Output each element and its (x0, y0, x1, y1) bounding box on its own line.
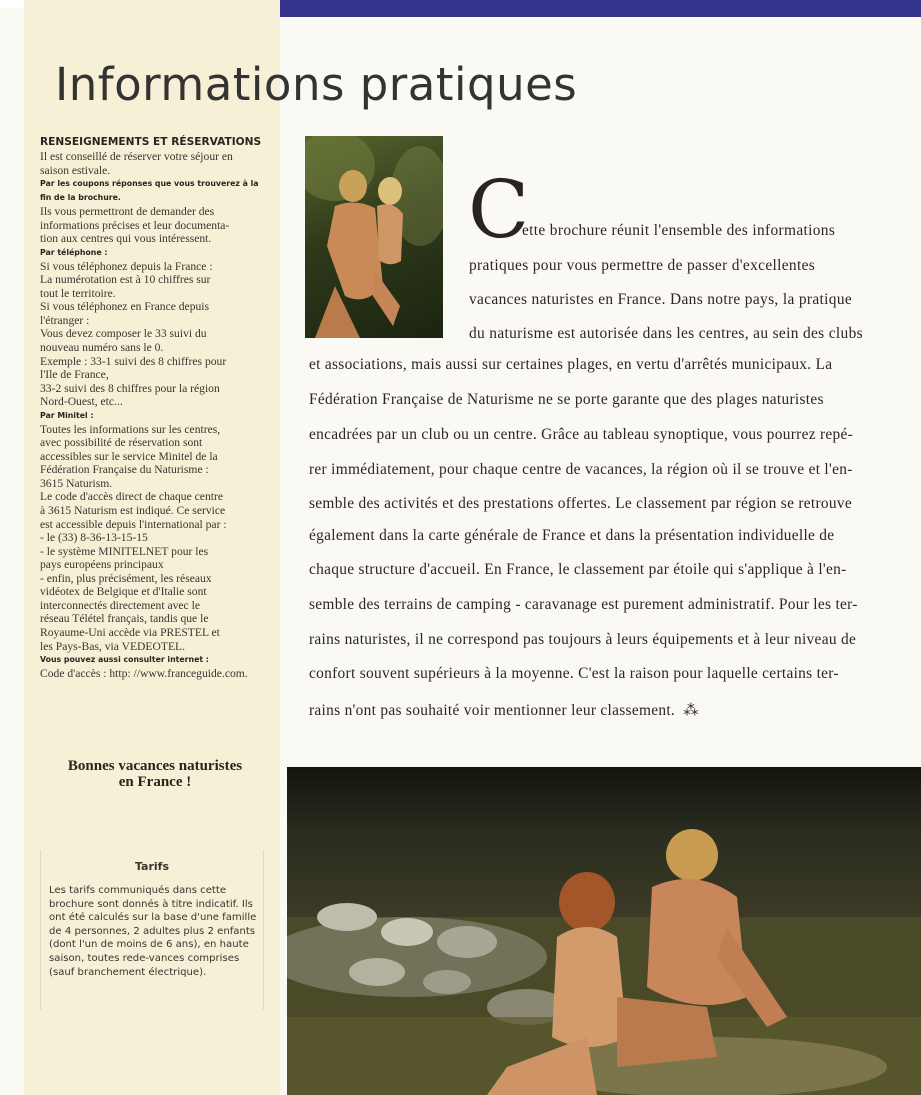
article-line: également dans la carte générale de France et dans la présentation individuelle de (309, 527, 835, 544)
photo-mother-child (305, 136, 443, 338)
article-line: confort souvent supérieurs à la moyenne. C'est la raison pour laquelle certains ter- (309, 665, 839, 682)
sidebar-line: 3615 Naturism. (40, 476, 113, 490)
sidebar-line: - le système MINITELNET pour les (40, 544, 209, 558)
article-line-text: rains n'ont pas souhaité voir mentionner leur classement. (309, 702, 676, 719)
page-title: Informations pratiques (55, 58, 578, 111)
sidebar-line: Code d'accès : http: //www.franceguide.com. (40, 667, 248, 681)
sidebar-line: accessibles sur le service Minitel de la (40, 449, 218, 463)
sidebar-line: les Pays-Bas, via VEDEOTEL. (40, 639, 186, 653)
sidebar-subheading: Par les coupons réponses que vous trouverez à la (40, 179, 259, 189)
tarifs-box-right-rule (263, 850, 264, 1010)
sidebar-subheading: Par Minitel : (40, 410, 94, 420)
sidebar-subheading: Vous pouvez aussi consulter internet : (40, 655, 209, 665)
sidebar-line: Royaume-Uni accède via PRESTEL et (40, 625, 220, 639)
sidebar-line: nouveau numéro sans le 0. (40, 341, 164, 355)
sidebar-line: tion aux centres qui vous intéressent. (40, 232, 212, 246)
sidebar-line: avec possibilité de réservation sont (40, 436, 203, 450)
sidebar-line: - enfin, plus précisément, les réseaux (40, 571, 212, 585)
sidebar-line: Le code d'accès direct de chaque centre (40, 490, 223, 504)
sidebar-line: interconnectés directement avec le (40, 598, 200, 612)
article-line: semble des terrains de camping - caravanage est purement administratif. Pour les ter- (309, 596, 858, 613)
article-line: chaque structure d'accueil. En France, le classement par étoile qui s'applique à l'en- (309, 561, 847, 578)
sidebar-info-column (40, 134, 270, 681)
sidebar-line: Si vous téléphonez depuis la France : (40, 259, 213, 273)
sidebar-subheading: fin de la brochure. (40, 193, 121, 203)
article-line: ette brochure réunit l'ensemble des informations (522, 222, 836, 239)
sidebar-line: Vous devez composer le 33 suivi du (40, 327, 207, 341)
sidebar-line: Toutes les informations sur les centres, (40, 422, 221, 436)
top-color-bar (280, 0, 921, 17)
tarifs-text: Les tarifs communiqués dans cette brochure sont donnés à titre indicatif. Ils ont été calculés sur la base d'une famille de 4 personnes, 2 adultes plus 2 enfants (dont l'un de moins de 6 ans), en haute saison, toutes rede-vances comprises (sauf branchement électrique). (49, 885, 257, 978)
sidebar-line: 33-2 suivi des 8 chiffres pour la région (40, 381, 220, 395)
end-mark-icon: ⁂ (683, 702, 699, 719)
sidebar-subheading: Par téléphone : (40, 247, 108, 257)
article-line: vacances naturistes en France. Dans notre pays, la pratique (469, 291, 853, 308)
sidebar-line: Fédération Française du Naturisme : (40, 463, 209, 477)
sidebar-line: à 3615 Naturism est indiqué. Ce service (40, 504, 226, 518)
sidebar-line: l'Ile de France, (40, 368, 109, 382)
sidebar-heading: RENSEIGNEMENTS ET RÉSERVATIONS (40, 136, 262, 148)
sidebar-line: Exemple : 33-1 suivi des 8 chiffres pour (40, 354, 227, 368)
top-left-strip (0, 0, 24, 8)
sidebar-line: saison estivale. (40, 163, 111, 177)
article-line: Fédération Française de Naturisme ne se porte garante que des plages naturistes (309, 391, 824, 408)
sidebar-line: vidéotex de Belgique et d'Italie sont (40, 585, 207, 599)
sidebar-line: réseau Télétel français, tandis que le (40, 612, 209, 626)
article-line: et associations, mais aussi sur certaines plages, en vertu d'arrêtés municipaux. La (309, 356, 833, 373)
sidebar-line: tout le territoire. (40, 286, 116, 300)
tarifs-box (40, 850, 264, 1010)
article-line: rains naturistes, il ne correspond pas toujours à leurs équipements et à leur niveau de (309, 631, 857, 648)
tarifs-box-left-rule (40, 850, 41, 1010)
article-line: rer immédiatement, pour chaque centre de vacances, la région où il se trouve et l'en- (309, 461, 853, 478)
tarifs-title: Tarifs (134, 860, 170, 873)
sidebar-line: Nord-Ouest, etc... (40, 395, 123, 409)
sidebar-line: informations précises et leur documenta- (40, 218, 230, 232)
closing-line-1: Bonnes vacances naturistes (67, 758, 243, 774)
article-line: pratiques pour vous permettre de passer d'excellentes (469, 257, 816, 274)
sidebar-line: Ils vous permettront de demander des (40, 205, 215, 219)
photo-couple-river (287, 767, 921, 1095)
sidebar-line: est accessible depuis l'international par : (40, 517, 227, 531)
sidebar-line: Il est conseillé de réserver votre séjour en (40, 150, 233, 163)
article-line (309, 701, 699, 720)
closing-wish (40, 758, 270, 790)
article-line: du naturisme est autorisée dans les centres, au sein des clubs (469, 325, 863, 342)
article-line: semble des activités et des prestations offertes. Le classement par région se retrouve (309, 495, 853, 512)
sidebar-line: pays européens principaux (40, 558, 164, 572)
sidebar-line: l'étranger : (40, 313, 90, 327)
drop-cap: C (468, 163, 530, 256)
closing-line-2: en France ! (118, 774, 192, 790)
sidebar-line: La numérotation est à 10 chiffres sur (40, 273, 211, 287)
sidebar-line: Si vous téléphonez en France depuis (40, 300, 210, 314)
article-line: encadrées par un club ou un centre. Grâce au tableau synoptique, vous pourrez repé- (309, 426, 854, 443)
sidebar-line: - le (33) 8-36-13-15-15 (40, 531, 148, 545)
